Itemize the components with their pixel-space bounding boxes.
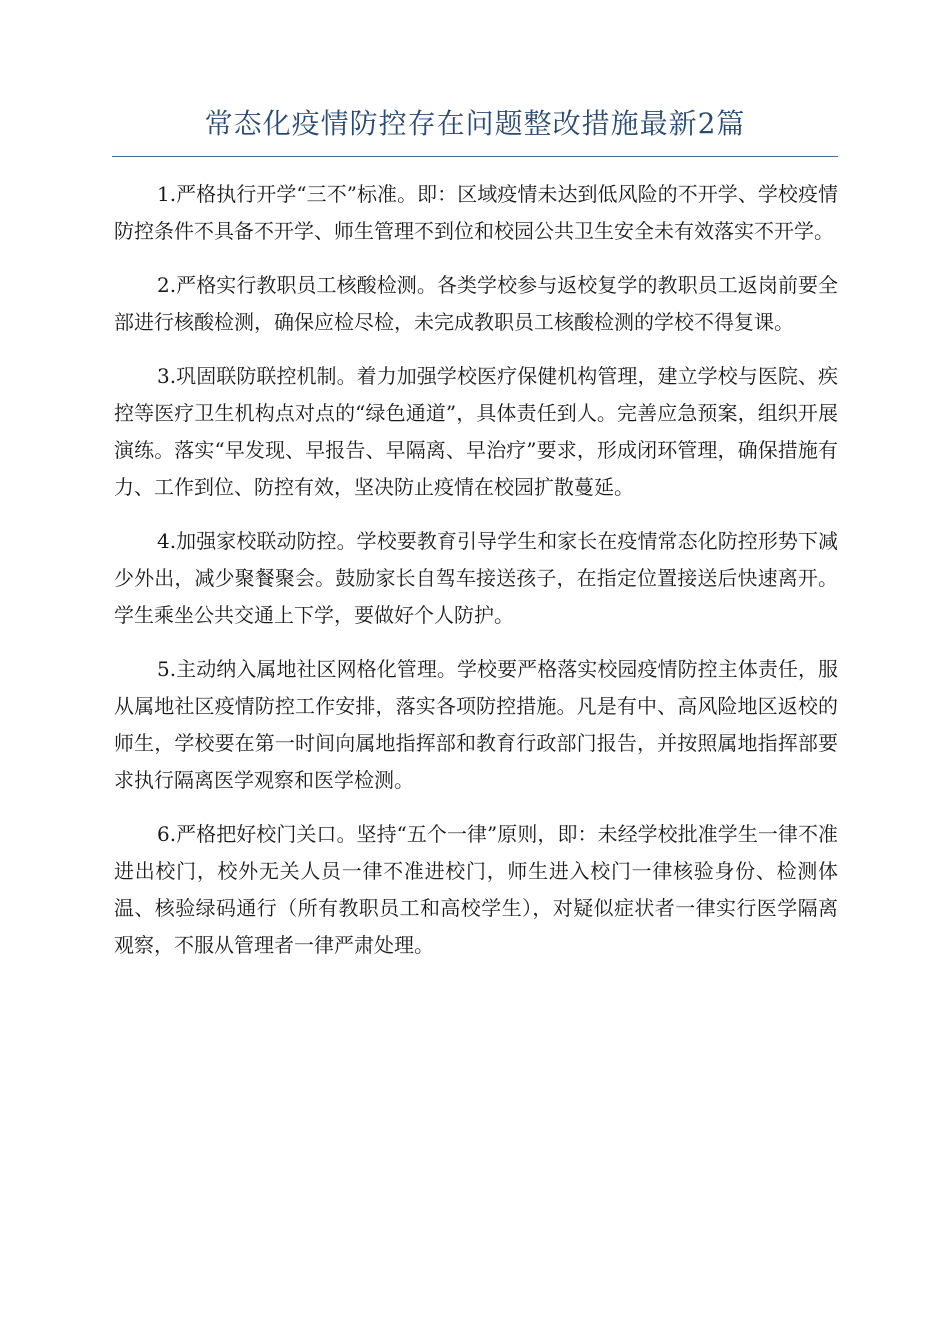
paragraph-text: 严格实行教职员工核酸检测。各类学校参与返校复学的教职员工返岗前要全部进行核酸检测，确保应检尽检，未完成教职员工核酸检测的学校不得复课。 bbox=[114, 273, 838, 334]
title-divider bbox=[112, 156, 838, 157]
paragraph-3 bbox=[114, 358, 838, 506]
paragraph-text: 严格把好校门关口。坚持“五个一律”原则，即：未经学校批准学生一律不准进出校门，校外无关人员一律不准进校门，师生进入校门一律核验身份、检测体温、核验绿码通行（所有教职员工和高校学生），对疑似症状者一律实行医学隔离观察，不服从管理者一律严肃处理。 bbox=[114, 822, 838, 957]
paragraph-text: 巩固联防联控机制。着力加强学校医疗保健机构管理，建立学校与医院、疾控等医疗卫生机构点对点的“绿色通道”，具体责任到人。完善应急预案，组织开展演练。落实“早发现、早报告、早隔离、早治疗”要求，形成闭环管理，确保措施有力、工作到位、防控有效，坚决防止疫情在校园扩散蔓延。 bbox=[114, 364, 838, 499]
paragraph-number: 1. bbox=[157, 182, 177, 206]
paragraph-number: 2. bbox=[157, 273, 177, 297]
paragraph-number: 6. bbox=[157, 822, 177, 846]
paragraph-number: 5. bbox=[157, 657, 177, 681]
paragraph-1 bbox=[114, 176, 838, 250]
paragraph-text: 主动纳入属地社区网格化管理。学校要严格落实校园疫情防控主体责任，服从属地社区疫情防控工作安排，落实各项防控措施。凡是有中、高风险地区返校的师生，学校要在第一时间向属地指挥部和教育行政部门报告，并按照属地指挥部要求执行隔离医学观察和医学检测。 bbox=[114, 657, 838, 792]
paragraph-number: 3. bbox=[157, 364, 177, 388]
paragraph-text: 加强家校联动防控。学校要教育引导学生和家长在疫情常态化防控形势下减少外出，减少聚餐聚会。鼓励家长自驾车接送孩子，在指定位置接送后快速离开。学生乘坐公共交通上下学，要做好个人防护。 bbox=[114, 529, 838, 627]
paragraph-5 bbox=[114, 651, 838, 799]
paragraph-4 bbox=[114, 523, 838, 634]
document-title: 常态化疫情防控存在问题整改措施最新2篇 bbox=[204, 107, 746, 140]
paragraph-6 bbox=[114, 816, 838, 964]
paragraph-text: 严格执行开学“三不”标准。即：区域疫情未达到低风险的不开学、学校疫情防控条件不具备不开学、师生管理不到位和校园公共卫生安全未有效落实不开学。 bbox=[114, 182, 838, 243]
document-body bbox=[114, 176, 838, 981]
paragraph-number: 4. bbox=[157, 529, 177, 553]
paragraph-2 bbox=[114, 267, 838, 341]
